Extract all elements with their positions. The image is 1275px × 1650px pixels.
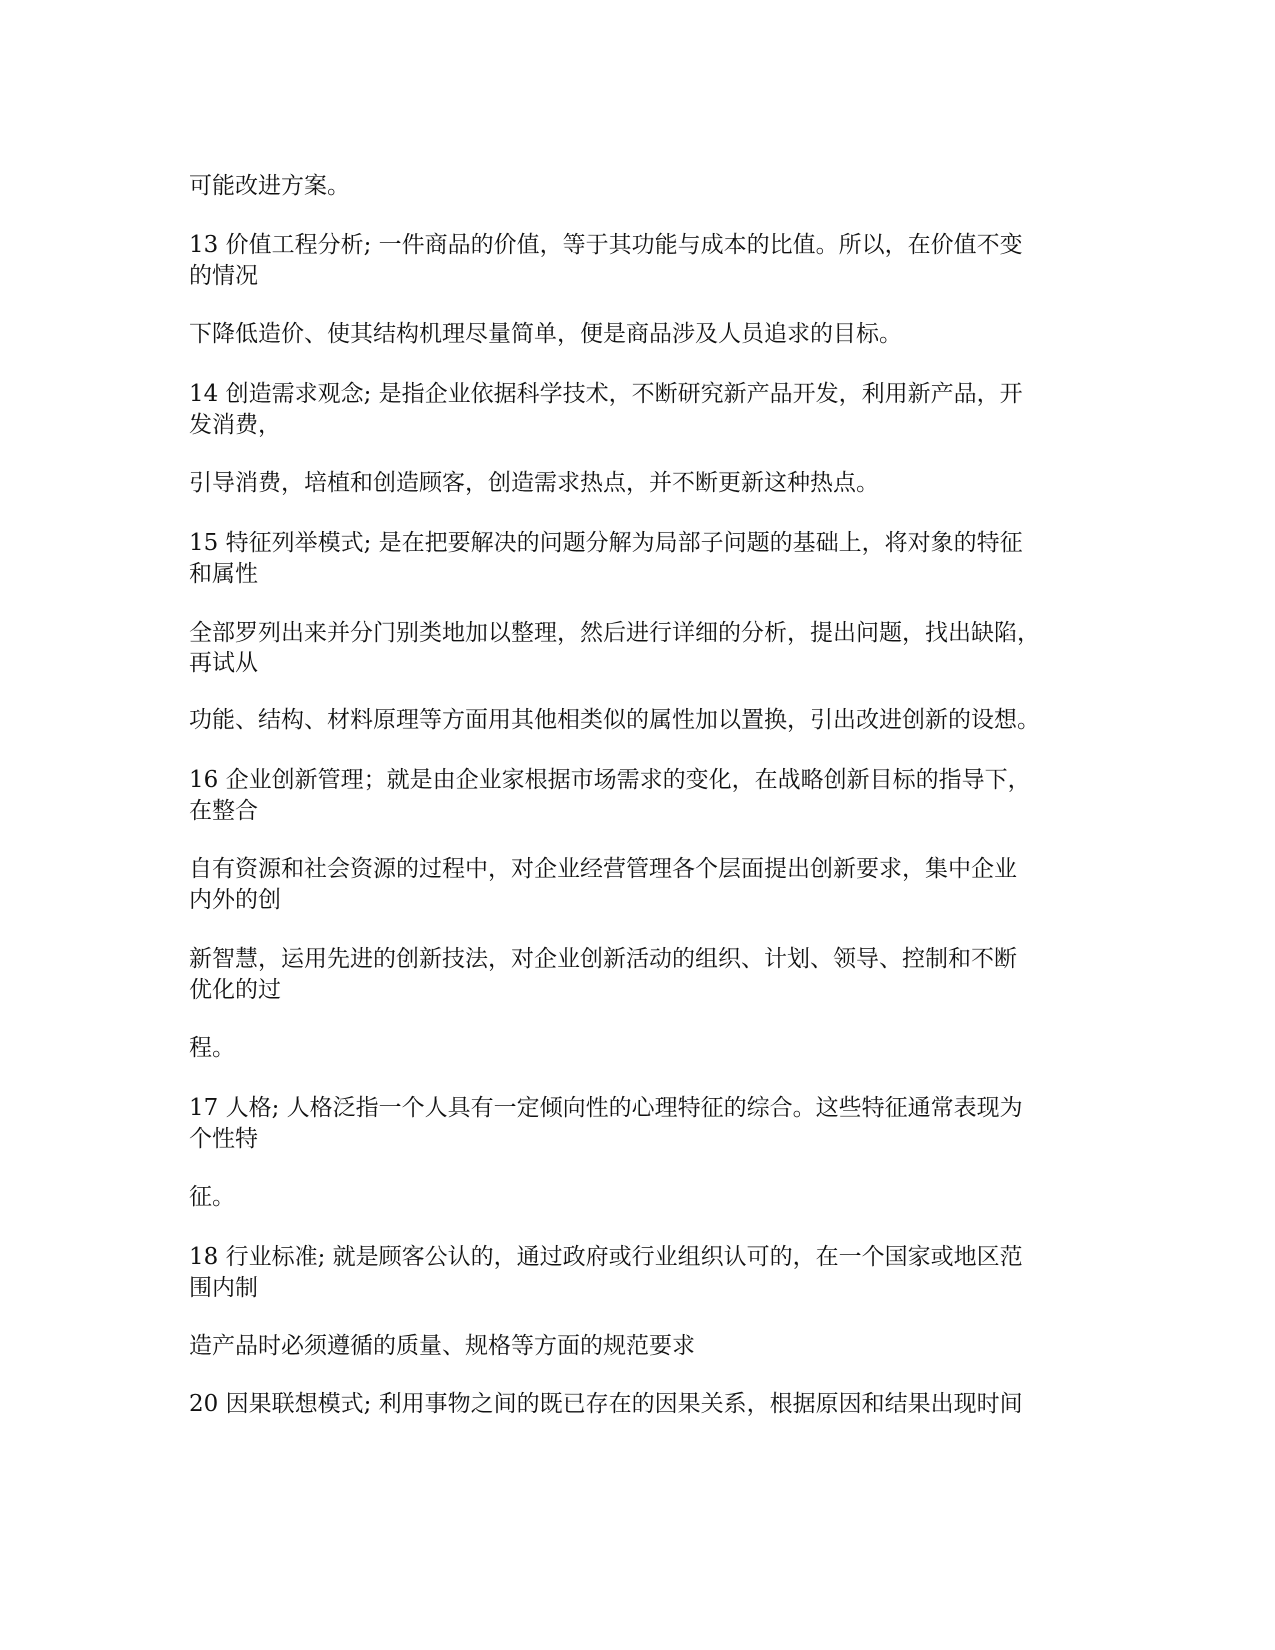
text-line: 发消费， [189,412,281,438]
text-line: 20 因果联想模式; 利用事物之间的既已存在的因果关系，根据原因和结果出现时间 [189,1391,1023,1417]
text-line: 造产品时必须遵循的质量、规格等方面的规范要求 [189,1333,695,1359]
text-line: 内外的创 [189,887,281,913]
text-line: 下降低造价、使其结构机理尽量简单，便是商品涉及人员追求的目标。 [189,321,902,347]
text-line: 自有资源和社会资源的过程中，对企业经营管理各个层面提出创新要求，集中企业 [189,856,1017,882]
text-line: 再试从 [189,650,258,676]
text-line: 的情况 [189,263,258,289]
text-line: 可能改进方案。 [189,173,350,199]
text-line: 全部罗列出来并分门别类地加以整理，然后进行详细的分析，提出问题，找出缺陷， [189,620,1040,646]
text-line: 优化的过 [189,977,281,1003]
text-line: 个性特 [189,1126,258,1152]
text-line: 在整合 [189,798,258,824]
text-line: 和属性 [189,561,258,587]
text-line: 功能、结构、材料原理等方面用其他相类似的属性加以置换，引出改进创新的设想。 [189,707,1040,733]
text-line: 征。 [189,1184,235,1210]
text-line: 15 特征列举模式; 是在把要解决的问题分解为局部子问题的基础上，将对象的特征 [189,530,1023,556]
text-line: 14 创造需求观念; 是指企业依据科学技术，不断研究新产品开发，利用新产品，开 [189,381,1023,407]
text-line: 18 行业标准; 就是顾客公认的，通过政府或行业组织认可的，在一个国家或地区范 [189,1244,1023,1270]
text-line: 13 价值工程分析; 一件商品的价值，等于其功能与成本的比值。所以，在价值不变 [189,232,1023,258]
text-line: 17 人格; 人格泛指一个人具有一定倾向性的心理特征的综合。这些特征通常表现为 [189,1095,1023,1121]
text-line: 引导消费，培植和创造顾客，创造需求热点，并不断更新这种热点。 [189,470,879,496]
text-line: 程。 [189,1035,235,1061]
text-line: 新智慧，运用先进的创新技法，对企业创新活动的组织、计划、领导、控制和不断 [189,946,1017,972]
text-line: 16 企业创新管理；就是由企业家根据市场需求的变化，在战略创新目标的指导下， [189,767,1031,793]
text-line: 围内制 [189,1275,258,1301]
